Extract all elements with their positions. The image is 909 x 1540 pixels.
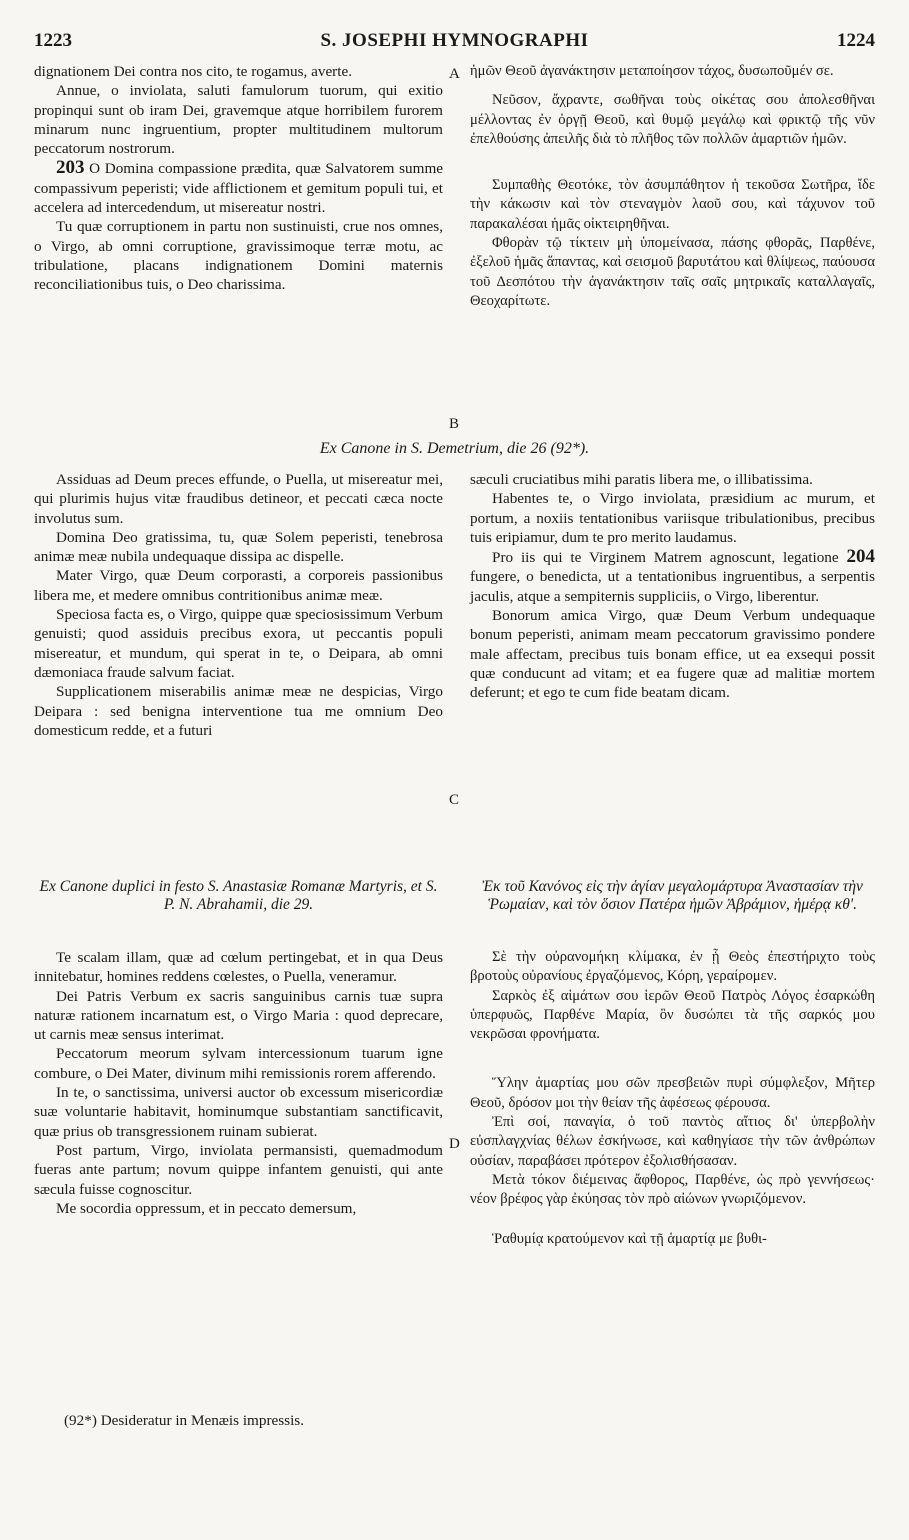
page-header (34, 30, 875, 54)
latin-paragraph: Me socordia oppressum, et in peccato demersum, (56, 1199, 357, 1217)
latin-paragraph-text: fungere, o benedicta, ut a tentationibus ingruentibus, a serpentis jaculis, atque a sempiternis suppliciis, o Virgo, liberentur. (470, 568, 875, 605)
greek-paragraph: Νεῦσον, ἄχραντε, σωθῆναι τοὺς οἰκέτας σου ἀπολεσθῆναι μέλλοντας ἐν ὀργῇ Θεοῦ, καὶ θυμῷ μεγάλῳ καὶ φρικτῷ τῆς νῦν ἐπελθούσης ἀπειλῆς διὰ τὸ πλῆθος τῶν πολλῶν ἁμαρτιῶν ἡμῶν. (470, 92, 875, 147)
greek-paragraph: Ῥαθυμίᾳ κρατούμενον καὶ τῇ ἁμαρτίᾳ με βυθι- (492, 1230, 767, 1247)
greek-paragraph: Μετὰ τόκον διέμεινας ἄφθορος, Παρθένε, ὡς πρὸ γεννήσεως· νέον βρέφος γὰρ ἐκύησας τὸν πρὸ αἰώνων γνωριζόμενον. (470, 1171, 875, 1208)
latin-paragraph: Assiduas ad Deum preces effunde, o Puella, ut misereatur mei, qui plurimis hujus vitæ fraudibus detineor, et peccati cæca nocte involutus sum. (34, 471, 443, 527)
greek-paragraph: Σὲ τὴν οὐρανομήκη κλίμακα, ἐν ᾗ Θεὸς ἐπεστήριχτο τοὺς βροτοὺς οὐρανίους ἐργαζόμενος, Κόρη, γεραίρομεν. (470, 949, 875, 985)
latin-paragraph-text: O Domina compassione prædita, quæ Salvatorem summe compassivum peperisti; vide afflictionem et gemitum populi tui, et accelera ad intercedendum, ut misereatur nostri. (34, 160, 444, 217)
latin-paragraph: Te scalam illam, quæ ad cœlum pertingebat, et in qua Deus innitebatur, homines reddens cœlestes, o Puella, veneramur. (34, 949, 443, 986)
section-title-anastasia-latin: Ex Canone duplici in festo S. Anastasiæ Romanæ Martyris, et S. P. N. Abrahamii, die 29. (39, 878, 438, 913)
latin-paragraph: Tu quæ corruptionem in partu non sustinuisti, crue nos omnes, o Virgo, ab omni corruptione, gravissimoque terræ motu, ac tribulatione, placans indignationem Domini maternis reconciliationibus tuis, o Deo charissima. (34, 218, 443, 294)
latin-column-block3 (34, 948, 443, 1218)
latin-paragraph: Speciosa facta es, o Virgo, quippe quæ speciosissimum Verbum genuisti; quod assiduis precibus exora, ut peccantis populi misereatur, et mundum, qui sperat in te, o Deipara, ab omni dæmoniaca fraude salvum faciat. (34, 606, 443, 681)
latin-paragraph: Domina Deo gratissima, tu, quæ Solem peperisti, tenebrosa animæ meæ nubila undequaque dissipa ac dispelle. (34, 528, 443, 566)
margin-letter-c: C (449, 792, 460, 808)
greek-paragraph: Συμπαθὴς Θεοτόκε, τὸν ἀσυμπάθητον ἡ τεκοῦσα Σωτῆρα, ἴδε τὴν κάκωσιν καὶ τὸν στεναγμὸν λαοῦ σου, καὶ τάχυνον τοῦ παρακαλέσαι ἡμᾶς οἰκτειρηθῆναι. (470, 177, 875, 232)
latin-column-block1 (34, 62, 443, 295)
margin-letter-a: A (449, 66, 460, 82)
latin-paragraph: Bonorum amica Virgo, quæ Deum Verbum undequaque bonum peperisti, animam meam peccatorum gravissimo pondere male affectam, precibus tuis bonam effice, ut ea exsequi possit quæ conducunt ad vitam; et ea fugere quæ ad malitiæ mortem deferunt; et ego te cum fide beatam dicam. (470, 607, 875, 702)
greek-paragraph: ἡμῶν Θεοῦ ἀγανάκτησιν μεταποίησον τάχος, δυσωποῦμέν σε. (470, 63, 834, 79)
latin-paragraph: In te, o sanctissima, universi auctor ob excessum misericordiæ suæ voluntarie habitavit, hominumque substantiam sanctificavit, quæ prius ob transgressionem ruinam subierat. (34, 1084, 443, 1140)
latin-paragraph: Dei Patris Verbum ex sacris sanguinibus carnis tuæ supra naturæ rationem incarnatum est, o Virgo Maria : quod deprecare, ut carnis meæ sensus interimat. (34, 987, 443, 1044)
latin-paragraph (470, 547, 875, 606)
greek-paragraph: Ὕλην ἁμαρτίας μου σῶν πρεσβειῶν πυρὶ σύμφλεξον, Μῆτερ Θεοῦ, δρόσον μοι τὴν θείαν τῆς ἀφέσεως φέρουσα. (470, 1075, 875, 1111)
section-number: 204 (846, 546, 875, 568)
latin-paragraph: Supplicationem miserabilis animæ meæ ne despicias, Virgo Deipara : sed benigna interventione tua me omnium Deo domesticum redde, et a futuri (34, 683, 443, 739)
latin-paragraph: Habentes te, o Virgo inviolata, præsidium ac murum, et portum, a noxiis tentationibus variisque tribulationibus, precibus tuis eripiamur, dum te pro merito laudamus. (470, 490, 875, 546)
margin-letter-b: B (449, 416, 460, 432)
latin-paragraph: Peccatorum meorum sylvam intercessionum tuarum igne combure, o Dei Mater, divinum mihi remissionis rorem afferendo. (34, 1045, 443, 1082)
right-column-number: 1224 (837, 30, 875, 51)
latin-paragraph: Post partum, Virgo, inviolata permansisti, quemadmodum fueras ante partum; novum quippe infantem genuisti, qui ante sæcula fuisse cognoscitur. (34, 1141, 443, 1198)
latin-paragraph-text: Pro iis qui te Virginem Matrem agnoscunt, legatione (492, 549, 839, 567)
latin-paragraph: Mater Virgo, quæ Deum corporasti, a corporeis passionibus libera me, et medere omnibus contritionibus animæ meæ. (34, 567, 443, 604)
greek-paragraph: Φθορὰν τῷ τίκτειν μὴ ὑπομείνασα, πάσης φθορᾶς, Παρθένε, ἐξελοῦ ἡμᾶς ἅπαντας, καὶ σεισμοῦ βαρυτάτου καὶ θλίψεως, παύουσα τοῦ Δεσπότου τὴν ἀγανάκτησιν ταῖς σαῖς μητρικαῖς καταλλαγαῖς, Θεοχαρίτωτε. (470, 235, 875, 309)
greek-column-block1 (470, 62, 875, 311)
greek-paragraph: Ἐπὶ σοί, παναγία, ὁ τοῦ παντὸς αἴτιος δι' ὑπερβολὴν εὐσπλαγχνίας θέλων ἐσκήνωσε, καὶ καθηγίασε τὴν τῶν ἀνθρώπων οὐσίαν, παραβάσει πρότερον ἐξολισθήσασαν. (470, 1114, 875, 1169)
section-number: 203 (56, 157, 85, 179)
section-title-demetrius: Ex Canone in S. Demetrium, die 26 (92*). (319, 440, 590, 457)
margin-letter-d: D (449, 1136, 460, 1152)
section-title-anastasia-greek: Ἐκ τοῦ Κανόνος εἰς τὴν ἁγίαν μεγαλομάρτυρα Ἀναστασίαν τὴν Ῥωμαίαν, καὶ τὸν ὅσιον Πατέρα ἡμῶν Ἀβράμιον, ἡμέρᾳ κθ'. (482, 878, 863, 913)
latin-paragraph: Annue, o inviolata, saluti famulorum tuorum, qui exitio propinqui sunt ob iram Dei, gravemque atque horribilem furorem minarum nunc ingruentium, propter multitudinem multorum peccatorum nostrorum. (34, 82, 443, 158)
footnote: (92*) Desideratur in Menæis impressis. (64, 1412, 305, 1429)
latin-paragraph (34, 158, 443, 217)
greek-paragraph: Σαρκὸς ἐξ αἱμάτων σου ἱερῶν Θεοῦ Πατρὸς Λόγος ἐσαρκώθη ὑπερφυῶς, Παρθένε Μαρία, ὃν δυσώπει τὰ τῆς σαρκός μου νεκρῶσαι φρονήματα. (470, 987, 875, 1043)
latin-column-block2-right (470, 470, 875, 703)
latin-paragraph: dignationem Dei contra nos cito, te rogamus, averte. (34, 63, 352, 80)
latin-paragraph: sæculi cruciatibus mihi paratis libera me, o illibatissima. (470, 471, 813, 488)
left-column-number: 1223 (34, 30, 72, 51)
latin-column-block2-left (34, 470, 443, 740)
greek-column-block3 (470, 948, 875, 1249)
running-title: S. JOSEPHI HYMNOGRAPHI (320, 30, 589, 51)
